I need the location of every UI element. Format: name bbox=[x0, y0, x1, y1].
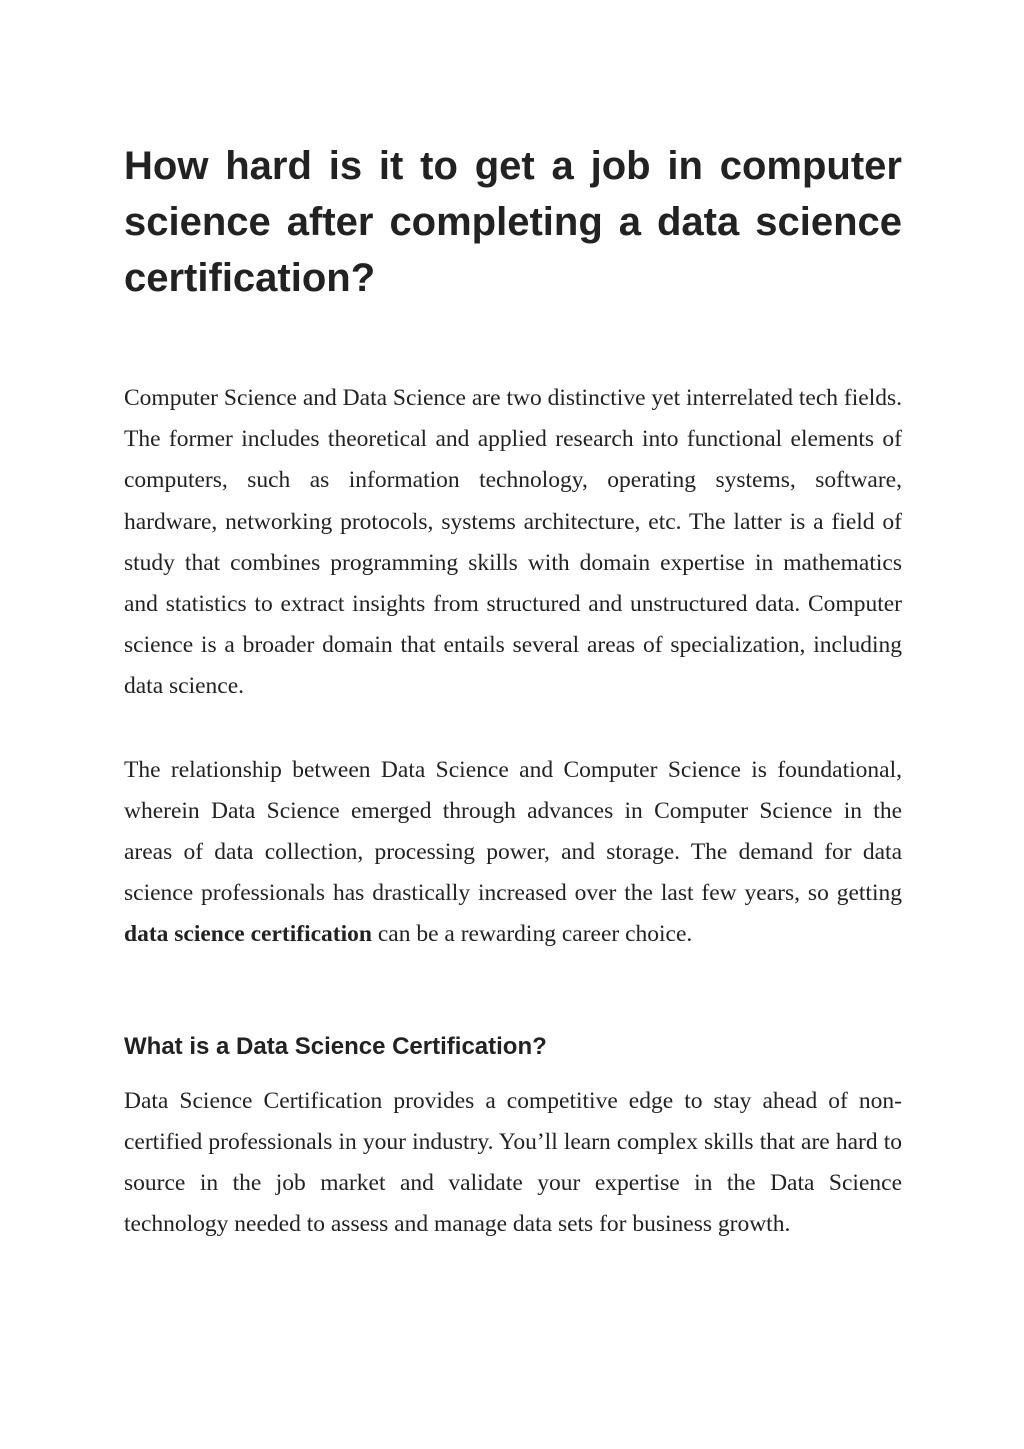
article-title: How hard is it to get a job in computer science after completing a data science certification? bbox=[124, 144, 902, 300]
relationship-text-after: can be a rewarding career choice. bbox=[371, 921, 693, 948]
certification-description: Data Science Certification provides a competitive edge to stay ahead of non-certified professionals in your industry. You’ll learn complex skills that are hard to source in the job market and validate your expertise in the Data Science technology needed to assess and manage data sets for business growth. bbox=[124, 1087, 902, 1238]
certification-keyword: data science certification bbox=[124, 921, 372, 948]
relationship-text-before: The relationship between Data Science and Computer Science is foundational, wherein Data Science emerged through advances in Computer Science in the areas of data collection, processing power, and storage. The demand for data science professionals has drastically increased over the last few years, so getting bbox=[124, 756, 902, 907]
intro-paragraph: Computer Science and Data Science are two distinctive yet interrelated tech fields. The former includes theoretical and applied research into functional elements of computers, such as information technology, operating systems, software, hardware, networking protocols, systems architecture, etc. The latter is a field of study that combines programming skills with domain expertise in mathematics and statistics to extract insights from structured and unstructured data. Computer science is a broader domain that entails several areas of specialization, including data science. bbox=[124, 385, 902, 700]
document-page bbox=[124, 138, 902, 1245]
relationship-paragraph bbox=[124, 750, 902, 956]
section-heading: What is a Data Science Certification? bbox=[124, 1032, 547, 1060]
